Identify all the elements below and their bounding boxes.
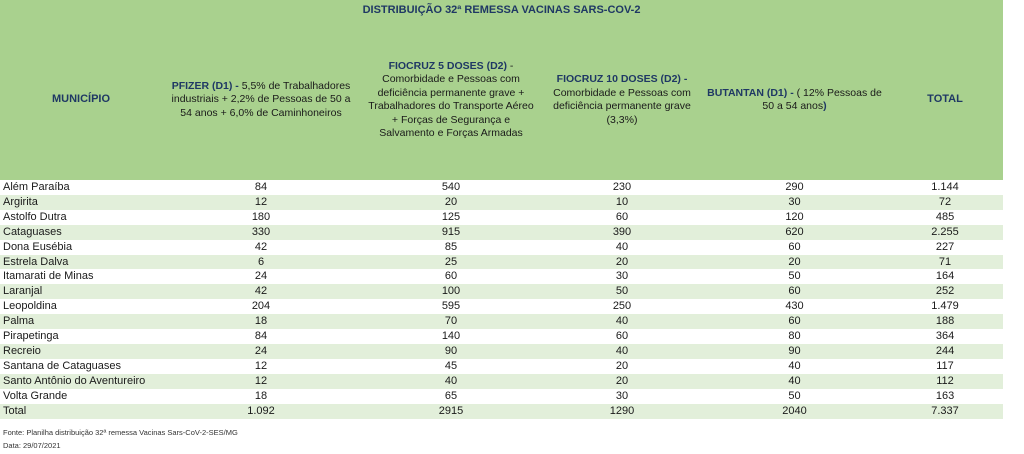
table-row	[0, 180, 1003, 195]
table-row	[0, 225, 1003, 240]
cell-municipio: Pirapetinga	[0, 329, 162, 344]
header-row	[0, 20, 1003, 180]
cell-fiocruz10: 60	[542, 210, 702, 225]
cell-butantan: 50	[702, 269, 887, 284]
cell-pfizer: 42	[162, 240, 360, 255]
cell-fiocruz5: 60	[360, 269, 542, 284]
cell-fiocruz5: 100	[360, 284, 542, 299]
cell-fiocruz10: 390	[542, 225, 702, 240]
table-row	[0, 269, 1003, 284]
cell-total: 252	[887, 284, 1003, 299]
cell-pfizer: 330	[162, 225, 360, 240]
cell-fiocruz5: 125	[360, 210, 542, 225]
total-cell-butantan: 2040	[702, 404, 887, 419]
cell-fiocruz10: 20	[542, 374, 702, 389]
cell-fiocruz10: 50	[542, 284, 702, 299]
table-title: DISTRIBUIÇÃO 32ª REMESSA VACINAS SARS-COV-2	[0, 0, 1003, 20]
total-cell-fiocruz5: 2915	[360, 404, 542, 419]
cell-total: 188	[887, 314, 1003, 329]
cell-total: 244	[887, 344, 1003, 359]
cell-fiocruz10: 40	[542, 240, 702, 255]
cell-fiocruz10: 40	[542, 344, 702, 359]
cell-fiocruz5: 915	[360, 225, 542, 240]
table-row	[0, 314, 1003, 329]
total-cell-total: 7.337	[887, 404, 1003, 419]
cell-fiocruz10: 20	[542, 359, 702, 374]
table-row	[0, 389, 1003, 404]
header-municipio: MUNICÍPIO	[0, 20, 162, 180]
cell-total: 117	[887, 359, 1003, 374]
header-total: TOTAL	[887, 20, 1003, 180]
table-row	[0, 359, 1003, 374]
total-cell-label: Total	[0, 404, 162, 419]
table-row	[0, 374, 1003, 389]
cell-butantan: 80	[702, 329, 887, 344]
header-fiocruz10-name: FIOCRUZ 10 DOSES (D2) -	[556, 73, 688, 85]
cell-pfizer: 24	[162, 269, 360, 284]
cell-municipio: Volta Grande	[0, 389, 162, 404]
cell-pfizer: 6	[162, 255, 360, 270]
cell-municipio: Santo Antônio do Aventureiro	[0, 374, 162, 389]
cell-total: 72	[887, 195, 1003, 210]
table-row	[0, 210, 1003, 225]
header-pfizer-desc: 5,5% de Trabalhadores industriais + 2,2% de Pessoas de 50 a 54 anos + 6,0% de Caminhoneiros	[171, 79, 351, 119]
table-row	[0, 284, 1003, 299]
cell-total: 1.144	[887, 180, 1003, 195]
cell-butantan: 20	[702, 255, 887, 270]
cell-total: 1.479	[887, 299, 1003, 314]
cell-fiocruz10: 30	[542, 389, 702, 404]
cell-municipio: Astolfo Dutra	[0, 210, 162, 225]
cell-fiocruz5: 40	[360, 374, 542, 389]
cell-municipio: Recreio	[0, 344, 162, 359]
header-fiocruz10-desc: Comorbidade e Pessoas com deficiência permanente grave (3,3%)	[553, 86, 691, 126]
header-fiocruz10	[542, 20, 702, 180]
cell-fiocruz5: 70	[360, 314, 542, 329]
header-pfizer	[162, 20, 360, 180]
cell-fiocruz10: 10	[542, 195, 702, 210]
total-cell-fiocruz10: 1290	[542, 404, 702, 419]
table-row	[0, 329, 1003, 344]
cell-pfizer: 18	[162, 314, 360, 329]
cell-pfizer: 12	[162, 195, 360, 210]
cell-fiocruz10: 250	[542, 299, 702, 314]
cell-municipio: Itamarati de Minas	[0, 269, 162, 284]
cell-fiocruz5: 595	[360, 299, 542, 314]
cell-fiocruz5: 140	[360, 329, 542, 344]
cell-butantan: 60	[702, 284, 887, 299]
cell-fiocruz5: 65	[360, 389, 542, 404]
cell-butantan: 90	[702, 344, 887, 359]
cell-fiocruz5: 85	[360, 240, 542, 255]
header-fiocruz5	[360, 20, 542, 180]
cell-fiocruz5: 540	[360, 180, 542, 195]
cell-pfizer: 12	[162, 374, 360, 389]
cell-fiocruz10: 20	[542, 255, 702, 270]
table-row	[0, 255, 1003, 270]
cell-pfizer: 18	[162, 389, 360, 404]
table-row	[0, 344, 1003, 359]
cell-fiocruz5: 90	[360, 344, 542, 359]
cell-butantan: 40	[702, 359, 887, 374]
table-row	[0, 299, 1003, 314]
table-body	[0, 180, 1003, 419]
cell-pfizer: 24	[162, 344, 360, 359]
cell-pfizer: 12	[162, 359, 360, 374]
header-fiocruz5-name: FIOCRUZ 5 DOSES (D2)	[388, 59, 507, 72]
cell-pfizer: 84	[162, 329, 360, 344]
cell-total: 485	[887, 210, 1003, 225]
cell-municipio: Além Paraíba	[0, 180, 162, 195]
cell-pfizer: 204	[162, 299, 360, 314]
cell-municipio: Argirita	[0, 195, 162, 210]
cell-butantan: 50	[702, 389, 887, 404]
cell-fiocruz5: 20	[360, 195, 542, 210]
date-note: Data: 29/07/2021	[3, 441, 61, 450]
cell-municipio: Santana de Cataguases	[0, 359, 162, 374]
source-note: Fonte: Planilha distribuição 32ª remessa Vacinas Sars-CoV-2-SES/MG	[3, 428, 238, 437]
cell-fiocruz5: 45	[360, 359, 542, 374]
cell-total: 164	[887, 269, 1003, 284]
cell-fiocruz10: 40	[542, 314, 702, 329]
cell-butantan: 620	[702, 225, 887, 240]
table-row	[0, 240, 1003, 255]
cell-municipio: Laranjal	[0, 284, 162, 299]
header-butantan	[702, 20, 887, 180]
cell-pfizer: 84	[162, 180, 360, 195]
cell-total: 2.255	[887, 225, 1003, 240]
cell-fiocruz10: 60	[542, 329, 702, 344]
cell-total: 71	[887, 255, 1003, 270]
cell-total: 112	[887, 374, 1003, 389]
cell-butantan: 60	[702, 240, 887, 255]
header-butantan-close: )	[823, 100, 827, 112]
header-fiocruz5-desc: - Comorbidade e Pessoas com deficiência permanente grave + Trabalhadores do Transporte Aéreo + Forças de Segurança e Salvamento e Forças Armadas	[368, 59, 534, 139]
cell-butantan: 60	[702, 314, 887, 329]
cell-total: 163	[887, 389, 1003, 404]
header-butantan-desc: ( 12% Pessoas de 50 a 54 anos	[762, 86, 882, 112]
header-pfizer-name: PFIZER (D1) -	[171, 79, 239, 92]
cell-butantan: 40	[702, 374, 887, 389]
title-row	[0, 0, 1003, 20]
header-butantan-name: BUTANTAN (D1) -	[707, 86, 794, 99]
cell-butantan: 120	[702, 210, 887, 225]
total-cell-pfizer: 1.092	[162, 404, 360, 419]
cell-municipio: Cataguases	[0, 225, 162, 240]
cell-pfizer: 180	[162, 210, 360, 225]
cell-butantan: 290	[702, 180, 887, 195]
cell-municipio: Dona Eusébia	[0, 240, 162, 255]
cell-municipio: Leopoldina	[0, 299, 162, 314]
table-row	[0, 195, 1003, 210]
cell-municipio: Palma	[0, 314, 162, 329]
totals-row	[0, 404, 1003, 419]
cell-municipio: Estrela Dalva	[0, 255, 162, 270]
cell-butantan: 430	[702, 299, 887, 314]
cell-fiocruz10: 30	[542, 269, 702, 284]
cell-total: 364	[887, 329, 1003, 344]
cell-fiocruz5: 25	[360, 255, 542, 270]
cell-pfizer: 42	[162, 284, 360, 299]
cell-total: 227	[887, 240, 1003, 255]
cell-butantan: 30	[702, 195, 887, 210]
cell-fiocruz10: 230	[542, 180, 702, 195]
